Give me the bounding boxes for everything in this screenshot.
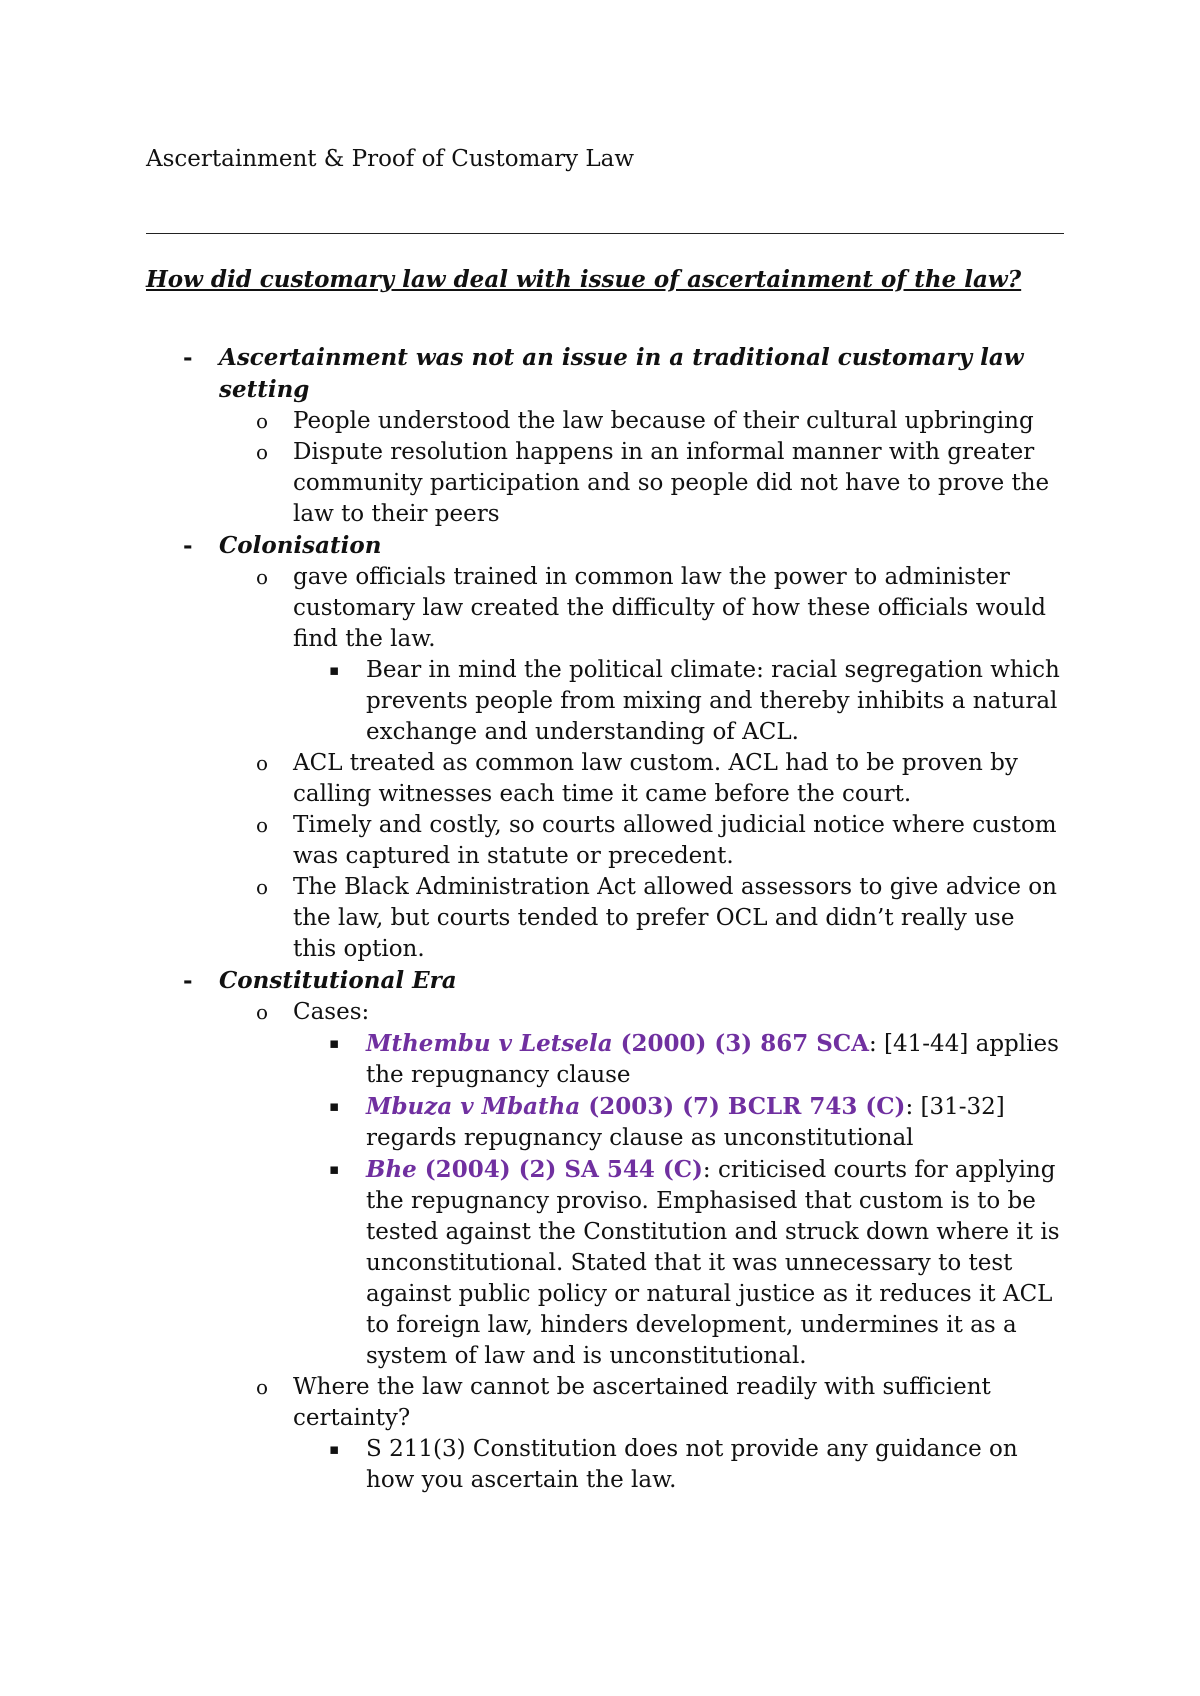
case-description: : [31-32] regards repugnancy clause as unconstitutional (366, 1094, 1005, 1151)
case-name: Mbuza v Mbatha (366, 1093, 581, 1120)
document-title: Ascertainment & Proof of Customary Law (146, 146, 635, 172)
case-citation: (2000) (3) 867 SCA (612, 1030, 869, 1057)
section-ascertainment (146, 342, 1064, 406)
case-reference (366, 1093, 905, 1120)
circle-bullet: o (256, 813, 269, 837)
dash-bullet: - (183, 967, 193, 994)
case-name: Mthembu v Letsela (366, 1030, 613, 1057)
case-reference (366, 1030, 869, 1057)
section-heading: Ascertainment was not an issue in a traditional customary law setting (219, 344, 1024, 403)
list-item-text: The Black Administration Act allowed assessors to give advice on the law, but courts tended to prefer OCL and didn’t really use this option. (293, 874, 1057, 962)
case-description: : [41-44] applies the repugnancy clause (366, 1031, 1059, 1088)
list-item-text: Timely and costly, so courts allowed judicial notice where custom was captured in statute or precedent. (293, 812, 1057, 869)
case-item (146, 1091, 1064, 1154)
case-description: : criticised courts for applying the repugnancy proviso. Emphasised that custom is to be tested against the Constitution and struck down where it is unconstitutional. Stated that it was unnecessary to test against public policy or natural justice as it reduces it ACL to foreign law, hinders development, undermines it as a system of law and is unconstitutional. (366, 1157, 1060, 1369)
list-item (146, 406, 1064, 437)
list-item-text: ACL treated as common law custom. ACL had to be proven by calling witnesses each time it came before the court. (293, 750, 1018, 807)
case-item (146, 1028, 1064, 1091)
list-item-text: Where the law cannot be ascertained readily with sufficient certainty? (293, 1374, 991, 1431)
dash-bullet: - (183, 532, 193, 559)
list-item-text: gave officials trained in common law the power to administer customary law created the difficulty of how these officials would find the law. (293, 564, 1047, 652)
case-item (146, 1154, 1064, 1372)
case-reference (366, 1156, 703, 1183)
square-bullet: ▪ (329, 1034, 340, 1052)
case-citation: (2004) (2) SA 544 (C) (416, 1156, 703, 1183)
section-colonisation (146, 530, 1064, 562)
list-item (146, 810, 1064, 872)
list-item (146, 748, 1064, 810)
list-item (146, 872, 1064, 965)
list-item-text: People understood the law because of their cultural upbringing (293, 408, 1034, 434)
square-bullet: ▪ (329, 661, 340, 679)
square-bullet: ▪ (329, 1160, 340, 1178)
section-heading: Constitutional Era (219, 967, 457, 994)
circle-bullet: o (256, 409, 269, 433)
square-bullet: ▪ (329, 1097, 340, 1115)
list-item-text: Cases: (293, 999, 370, 1025)
list-item (146, 1434, 1064, 1496)
square-bullet: ▪ (329, 1440, 340, 1458)
circle-bullet: o (256, 440, 269, 464)
section-heading: Colonisation (219, 532, 382, 559)
circle-bullet: o (256, 875, 269, 899)
list-item-text: Bear in mind the political climate: racial segregation which prevents people from mixing and thereby inhibits a natural exchange and understanding of ACL. (366, 657, 1060, 745)
case-citation: (2003) (7) BCLR 743 (C) (580, 1093, 906, 1120)
circle-bullet: o (256, 1000, 269, 1024)
question-heading: How did customary law deal with issue of ascertainment of the law? (146, 266, 1022, 293)
list-item (146, 437, 1064, 530)
list-item-text: Dispute resolution happens in an informal manner with greater community participation and so people did not have to prove the law to their peers (293, 439, 1050, 527)
list-item (146, 1372, 1064, 1434)
list-item-text: S 211(3) Constitution does not provide any guidance on how you ascertain the law. (366, 1436, 1018, 1493)
horizontal-rule (146, 233, 1064, 234)
list-item (146, 562, 1064, 655)
list-item (146, 997, 1064, 1028)
circle-bullet: o (256, 751, 269, 775)
circle-bullet: o (256, 1375, 269, 1399)
circle-bullet: o (256, 565, 269, 589)
case-name: Bhe (366, 1156, 417, 1183)
dash-bullet: - (183, 344, 193, 371)
outline (146, 342, 1064, 1496)
section-constitutional-era (146, 965, 1064, 997)
list-item (146, 655, 1064, 748)
